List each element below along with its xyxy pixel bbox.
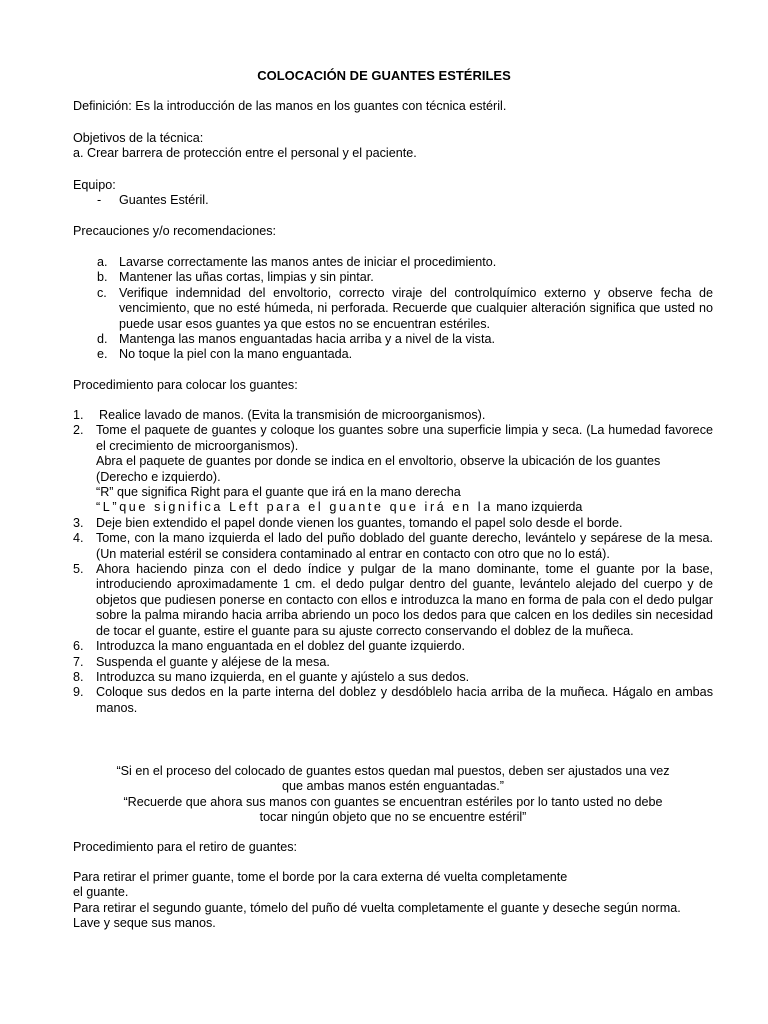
step-item bbox=[73, 531, 713, 562]
procedure-heading: Procedimiento para colocar los guantes: bbox=[73, 378, 298, 392]
step-item bbox=[73, 685, 713, 716]
step-text: Suspenda el guante y aléjese de la mesa. bbox=[96, 654, 330, 669]
step-marker: 3. bbox=[73, 515, 84, 530]
removal-heading: Procedimiento para el retiro de guantes: bbox=[73, 840, 298, 854]
step-text: Deje bien extendido el papel donde vienen los guantes, tomando el papel solo desde el borde. bbox=[96, 515, 623, 530]
list-item-text: Verifique indemnidad del envoltorio, correcto viraje del controlquímico externo y observe fecha de vencimiento, que no esté húmeda, ni perforada. Recuerde que cualquier alteración significa que usted no puede usar esos guantes ya que estos no se encuentran estériles. bbox=[119, 285, 713, 331]
list-marker: a. bbox=[97, 255, 108, 269]
removal-text: Lave y seque sus manos. bbox=[73, 916, 216, 931]
step-text: Ahora haciendo pinza con el dedo índice y pulgar de la mano dominante, tome el guante por la base, introduciendo aproximadamente 1 cm. el dedo pulgar dentro del guante, levántelo alejado del cuerpo y de objetos que pudiesen ponerse en contacto con ellos e introduzca la mano en forma de pala con el dedo pulgar sobre la palma mirando hacia arriba abriendo un poco los dedos para que calcen en los dediles sin necesidad de tocar el guante, estire el guante para su ajuste correcto conservando el doblez de la muñeca. bbox=[96, 562, 713, 638]
step-item bbox=[73, 562, 713, 639]
step-text: Abra el paquete de guantes por donde se indica en el envoltorio, observe la ubicación de los guantes (Derecho e izquierdo). bbox=[96, 454, 661, 484]
note-line: tocar ningún objeto que no se encuentre estéril” bbox=[259, 810, 527, 825]
precautions-list bbox=[73, 255, 713, 363]
step-text: Tome el paquete de guantes y coloque los guantes sobre una superficie limpia y seca. (La humedad favorece el crecimiento de microorganismos). bbox=[96, 423, 713, 453]
step-text-rest: mano izquierda bbox=[492, 500, 583, 515]
step-text: Introduzca su mano izquierda, en el guante y ajústelo a sus dedos. bbox=[96, 669, 470, 684]
step-item bbox=[73, 670, 713, 685]
step-marker: 4. bbox=[73, 531, 84, 546]
step-text: Coloque sus dedos en la parte interna del doblez y desdóblelo hacia arriba de la muñeca. Hágalo en ambas manos. bbox=[96, 685, 713, 715]
step-text: Realice lavado de manos. (Evita la transmisión de microorganismos). bbox=[99, 408, 486, 422]
list-item-text: Mantenga las manos enguantadas hacia arriba y a nivel de la vista. bbox=[119, 332, 495, 347]
list-marker: d. bbox=[97, 332, 108, 347]
list-item-text: Mantener las uñas cortas, limpias y sin pintar. bbox=[119, 270, 374, 285]
list-item bbox=[73, 347, 713, 362]
step-item bbox=[73, 408, 713, 423]
list-bullet: - bbox=[97, 193, 102, 208]
equipment-heading: Equipo: bbox=[73, 178, 116, 192]
step-item bbox=[73, 516, 713, 531]
list-marker: b. bbox=[97, 270, 108, 285]
equipment-section bbox=[73, 178, 713, 209]
equipment-item-text: Guantes Estéril. bbox=[119, 193, 209, 208]
note-line: “Si en el proceso del colocado de guantes estos quedan mal puestos, deben ser ajustados una vez bbox=[116, 764, 670, 778]
equipment-item bbox=[73, 193, 713, 208]
step-marker: 1. bbox=[73, 408, 84, 422]
list-marker: c. bbox=[97, 285, 107, 300]
step-marker: 7. bbox=[73, 654, 84, 669]
step-marker: 5. bbox=[73, 562, 84, 577]
step-text: “R” que significa Right para el guante que irá en la mano derecha bbox=[96, 485, 461, 500]
procedure-list bbox=[73, 408, 713, 716]
step-text: Tome, con la mano izquierda el lado del puño doblado del guante derecho, levántelo y sepárese de la mesa. (Un material estéril se considera contaminado al entrar en contacto con otro que no lo está). bbox=[96, 531, 713, 561]
objectives-heading: Objetivos de la técnica: bbox=[73, 131, 204, 145]
note-block bbox=[73, 764, 713, 826]
list-item bbox=[73, 255, 713, 270]
removal-text: Para retirar el primer guante, tome el borde por la cara externa dé vuelta completamente bbox=[73, 870, 568, 884]
step-text: Introduzca la mano enguantada en el doblez del guante izquierdo. bbox=[96, 639, 465, 654]
list-marker: e. bbox=[97, 347, 108, 362]
removal-text: Para retirar el segundo guante, tómelo del puño dé vuelta completamente el guante y deseche según norma. bbox=[73, 900, 681, 915]
step-item bbox=[73, 655, 713, 670]
step-item bbox=[73, 423, 713, 515]
step-text bbox=[96, 500, 713, 515]
note-line: “Recuerde que ahora sus manos con guantes se encuentran estériles por lo tanto usted no debe bbox=[123, 794, 663, 809]
step-marker: 9. bbox=[73, 685, 84, 700]
list-item bbox=[73, 286, 713, 332]
step-item bbox=[73, 639, 713, 654]
step-text-spaced: “L”que significa Left para el guante que irá en la bbox=[96, 500, 493, 515]
list-item bbox=[73, 332, 713, 347]
step-marker: 6. bbox=[73, 639, 84, 654]
objectives-section bbox=[73, 131, 713, 162]
document-title: COLOCACIÓN DE GUANTES ESTÉRILES bbox=[257, 68, 511, 83]
definition-text: Definición: Es la introducción de las manos en los guantes con técnica estéril. bbox=[73, 99, 507, 113]
precautions-heading: Precauciones y/o recomendaciones: bbox=[73, 224, 277, 238]
list-item-text: No toque la piel con la mano enguantada. bbox=[119, 347, 353, 362]
removal-text: el guante. bbox=[73, 885, 129, 900]
list-item bbox=[73, 270, 713, 285]
removal-section bbox=[73, 870, 713, 932]
list-item-text: Lavarse correctamente las manos antes de iniciar el procedimiento. bbox=[119, 255, 497, 269]
step-marker: 8. bbox=[73, 669, 84, 684]
objectives-item: a. Crear barrera de protección entre el personal y el paciente. bbox=[73, 146, 417, 161]
note-line: que ambas manos estén enguantadas.” bbox=[282, 779, 504, 794]
step-marker: 2. bbox=[73, 423, 84, 438]
